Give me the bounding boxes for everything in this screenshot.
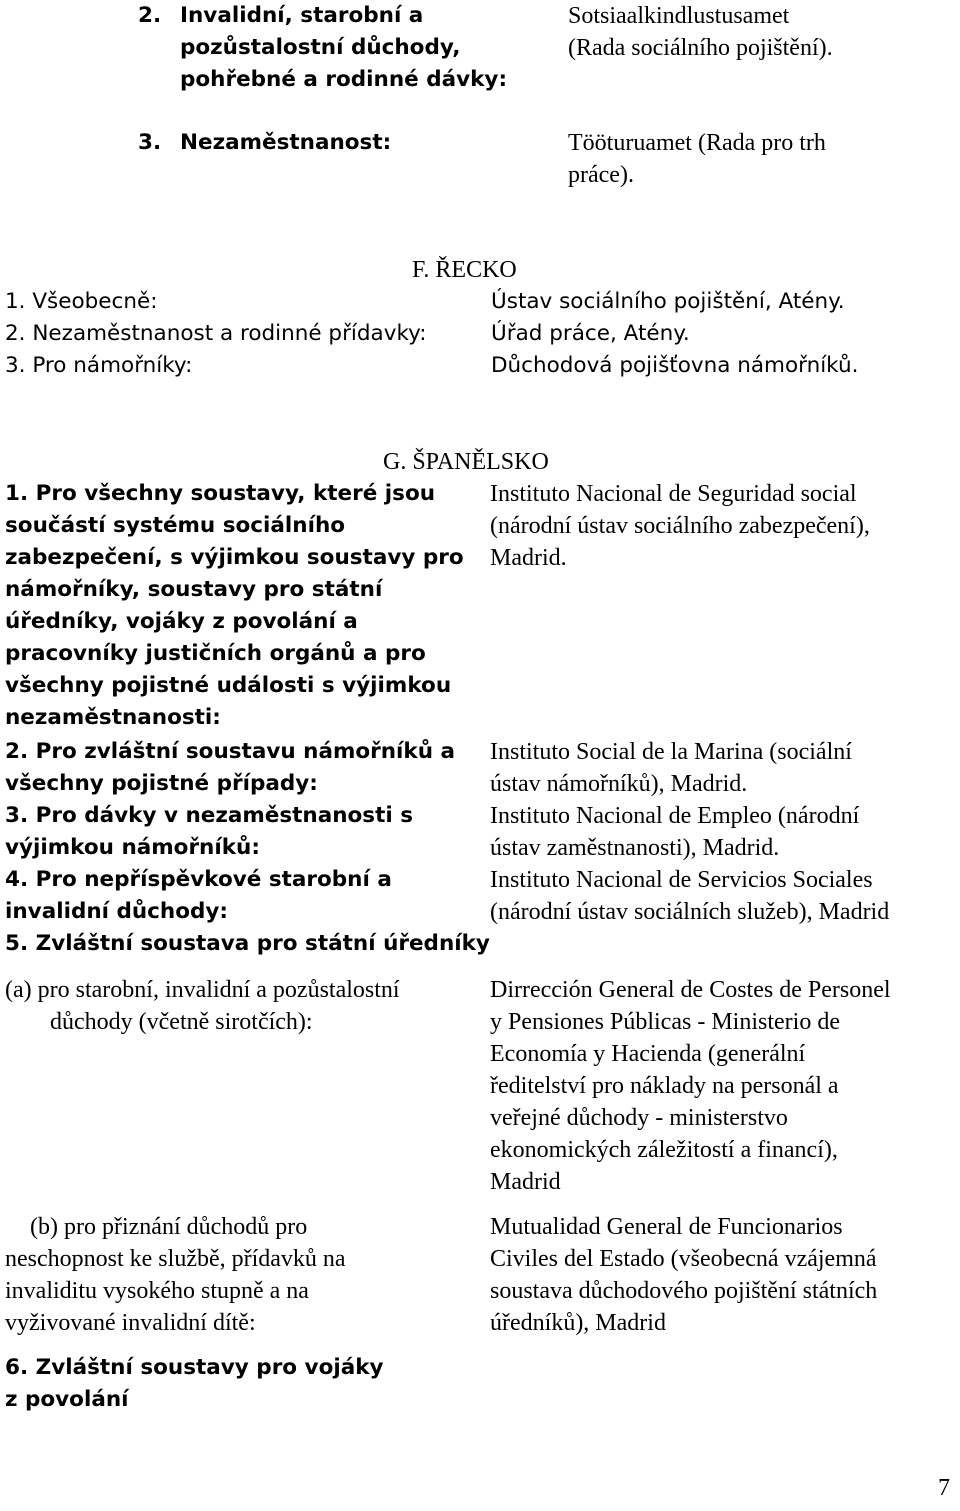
spain-subitem-label: důchody (včetně sirotčích): — [50, 1009, 313, 1035]
spain-institution: ústav námořníků), Madrid. — [490, 771, 748, 797]
spain-item-label: námořníky, soustavy pro státní — [5, 577, 383, 602]
greece-row-institution: Ústav sociálního pojištění, Atény. — [491, 289, 845, 314]
item-number: 2. — [138, 3, 162, 28]
spain-institution: úředníků), Madrid — [490, 1310, 666, 1336]
greece-row-label: 3. Pro námořníky: — [5, 353, 193, 378]
greece-row-label: 1. Všeobecně: — [5, 289, 158, 314]
spain-institution: ústav zaměstnanosti), Madrid. — [490, 835, 780, 861]
spain-subitem-label: neschopnost ke službě, přídavků na — [5, 1246, 346, 1272]
spain-institution: ředitelství pro náklady na personál a — [490, 1073, 839, 1099]
item-label: pozůstalostní důchody, — [180, 35, 461, 60]
spain-institution: ekonomických záležitostí a financí), — [490, 1137, 838, 1163]
institution-text: Sotsiaalkindlustusamet — [568, 3, 790, 29]
spain-item-label: 6. Zvláštní soustavy pro vojáky — [5, 1355, 384, 1380]
greece-row-institution: Důchodová pojišťovna námořníků. — [491, 353, 859, 378]
spain-institution: Madrid. — [490, 545, 567, 571]
spain-institution: Instituto Nacional de Empleo (národní — [490, 803, 860, 829]
greece-row-institution: Úřad práce, Atény. — [491, 321, 690, 346]
spain-item-label: 2. Pro zvláštní soustavu námořníků a — [5, 739, 455, 764]
item-label: Invalidní, starobní a — [180, 3, 424, 28]
item-number: 3. — [138, 130, 162, 155]
spain-institution: soustava důchodového pojištění státních — [490, 1278, 878, 1304]
spain-subitem-label: (a) pro starobní, invalidní a pozůstalostní — [5, 977, 400, 1003]
greece-row-label: 2. Nezaměstnanost a rodinné přídavky: — [5, 321, 427, 346]
spain-institution: Economía y Hacienda (generální — [490, 1041, 806, 1067]
page-number: 7 — [938, 1475, 950, 1501]
spain-subitem-label: invaliditu vysokého stupně a na — [5, 1278, 309, 1304]
spain-item-label: 5. Zvláštní soustava pro státní úředníky — [5, 931, 490, 956]
spain-item-label: 3. Pro dávky v nezaměstnanosti s — [5, 803, 414, 828]
spain-item-label: pracovníky justičních orgánů a pro — [5, 641, 426, 666]
spain-item-label: z povolání — [5, 1387, 129, 1412]
spain-item-label: nezaměstnanosti: — [5, 705, 221, 730]
spain-item-label: výjimkou námořníků: — [5, 835, 260, 860]
spain-item-label: všechny pojistné případy: — [5, 771, 318, 796]
spain-institution: Mutualidad General de Funcionarios — [490, 1214, 843, 1240]
section-heading: F. ŘECKO — [412, 257, 517, 283]
item-label: pohřebné a rodinné dávky: — [180, 67, 508, 92]
spain-institution: Instituto Social de la Marina (sociální — [490, 739, 852, 765]
spain-item-label: úředníky, vojáky z povolání a — [5, 609, 358, 634]
spain-item-label: 1. Pro všechny soustavy, které jsou — [5, 481, 436, 506]
spain-subitem-label: (b) pro přiznání důchodů pro — [30, 1214, 308, 1240]
spain-institution: y Pensiones Públicas - Ministerio de — [490, 1009, 840, 1035]
spain-institution: Dirrección General de Costes de Personel — [490, 977, 891, 1003]
spain-institution: (národní ústav sociálního zabezpečení), — [490, 513, 870, 539]
spain-institution: Instituto Nacional de Servicios Sociales — [490, 867, 873, 893]
institution-text: Tööturuamet (Rada pro trh — [568, 130, 826, 156]
spain-institution: veřejné důchody - ministerstvo — [490, 1105, 788, 1131]
institution-text: práce). — [568, 162, 634, 188]
item-label: Nezaměstnanost: — [180, 130, 392, 155]
spain-item-label: součástí systému sociálního — [5, 513, 346, 538]
section-heading: G. ŠPANĚLSKO — [383, 449, 549, 475]
spain-institution: (národní ústav sociálních služeb), Madrid — [490, 899, 890, 925]
spain-institution: Madrid — [490, 1169, 561, 1195]
spain-item-label: všechny pojistné události s výjimkou — [5, 673, 452, 698]
spain-item-label: 4. Pro nepříspěvkové starobní a — [5, 867, 392, 892]
spain-item-label: invalidní důchody: — [5, 899, 229, 924]
spain-institution: Instituto Nacional de Seguridad social — [490, 481, 857, 507]
spain-subitem-label: vyživované invalidní dítě: — [5, 1310, 256, 1336]
spain-item-label: zabezpečení, s výjimkou soustavy pro — [5, 545, 464, 570]
institution-text: (Rada sociálního pojištění). — [568, 35, 833, 61]
spain-institution: Civiles del Estado (všeobecná vzájemná — [490, 1246, 877, 1272]
